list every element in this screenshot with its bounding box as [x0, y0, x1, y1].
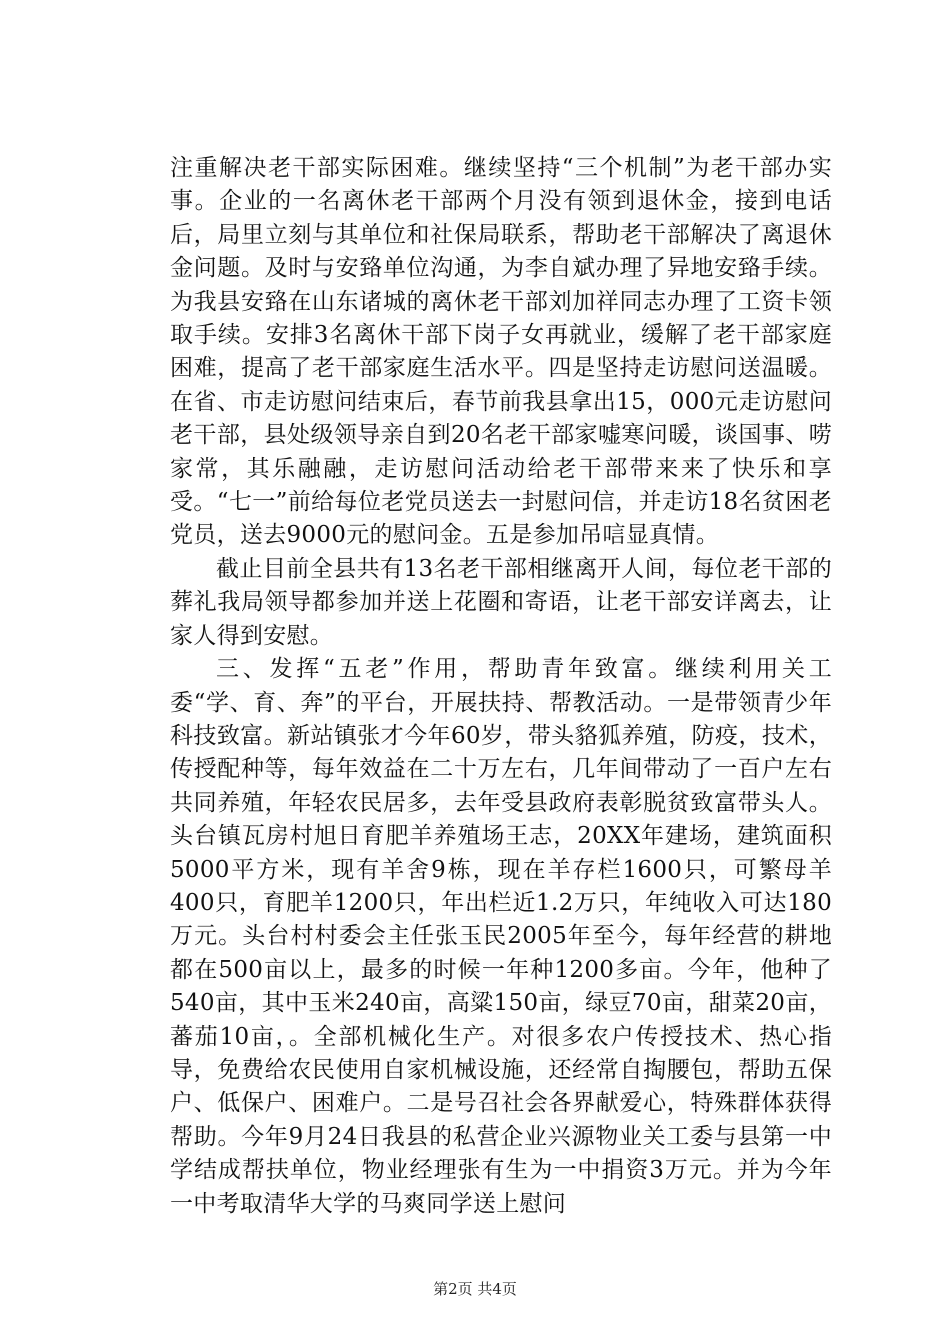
paragraph-funerals: 截止目前全县共有13名老干部相继离开人间，每位老干部的葬礼我局领导都参加并送上花圈和寄语，让老干部安详离去，让家人得到安慰。 — [170, 555, 832, 649]
document-body — [170, 152, 832, 1221]
paragraph-section-three: 三、发挥“五老”作用，帮助青年致富。继续利用关工委“学、育、奔”的平台，开展扶持、帮教活动。一是带领青少年科技致富。新站镇张才今年60岁，带头貉狐养殖，防疫，技术，传授配种等，每年效益在二十万左右，几年间带动了一百户左右共同养殖，年轻农民居多，去年受县政府表彰脱贫致富带头人。头台镇瓦房村旭日育肥羊养殖场王志，20XX年建场，建筑面积5000平方米，现有羊舍9栋，现在羊存栏1600只，可繁母羊400只，育肥羊1200只，年出栏近1.2万只，年纯收入可达180万元。头台村村委会主任张玉民2005年至今，每年经营的耕地都在500亩以上，最多的时候一年种1200多亩。今年，他种了540亩，其中玉米240亩，高粱150亩，绿豆70亩，甜菜20亩，蕃茄10亩，。全部机械化生产。对很多农户传授技术、热心指导，免费给农民使用自家机械设施，还经常自掏腰包，帮助五保户、低保户、困难户。二是号召社会各界献爱心，特殊群体获得帮助。今年9月24日我县的私营企业兴源物业关工委与县第一中学结成帮扶单位，物业经理张有生为一中捐资3万元。并为今年一中考取清华大学的马爽同学送上慰问 — [170, 656, 832, 1217]
paragraph-continued: 注重解决老干部实际困难。继续坚持“三个机制”为老干部办实事。企业的一名离休老干部两个月没有领到退休金，接到电话后，局里立刻与其单位和社保局联系，帮助老干部解决了离退休金问题。及时与安臵单位沟通，为李自斌办理了异地安臵手续。为我县安臵在山东诸城的离休老干部刘加祥同志办理了工资卡领取手续。安排3名离休干部下岗子女再就业，缓解了老干部家庭困难，提高了老干部家庭生活水平。四是坚持走访慰问送温暖。在省、市走访慰问结束后，春节前我县拿出15，000元走访慰问老干部，县处级领导亲自到20名老干部家嘘寒问暖，谈国事、唠家常，其乐融融，走访慰问活动给老干部带来来了快乐和享受。“七一”前给每位老党员送去一封慰问信，并走访18名贫困老党员，送去9000元的慰问金。五是参加吊唁显真情。 — [170, 155, 832, 549]
page-footer: 第2页 共4页 — [433, 1280, 517, 1298]
